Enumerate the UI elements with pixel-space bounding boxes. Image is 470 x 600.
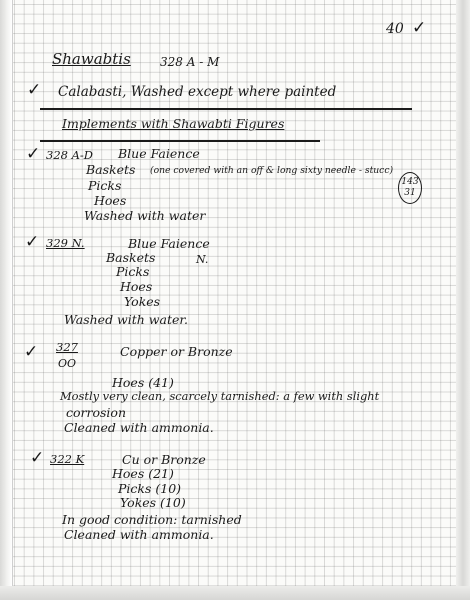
entry-line: Washed with water <box>84 208 206 223</box>
entry-line: Cleaned with ammonia. <box>64 420 214 435</box>
entry-line: In good condition: tarnished <box>62 512 242 527</box>
check-mark: ✓ <box>27 80 42 100</box>
entry-line: (one covered with an off & long sixty needle - stucc) <box>150 165 394 176</box>
entry-line: Baskets <box>106 250 156 265</box>
page-check-mark: ✓ <box>412 18 427 38</box>
entry-line: Picks <box>116 264 150 279</box>
entry-material: Copper or Bronze <box>120 344 233 359</box>
entry-line: Mostly very clean, scarcely tarnished: a few with slight <box>60 389 380 403</box>
page-edge-bottom <box>0 586 470 600</box>
entry-line: Yokes <box>124 294 161 309</box>
margin-number: 31 <box>404 188 416 198</box>
entry-line: Picks <box>88 178 122 193</box>
margin-circle <box>398 172 422 204</box>
entry-number: 328 A-D <box>46 148 94 162</box>
check-mark: ✓ <box>30 448 45 468</box>
calabasti-note: Calabasti, Washed except where painted <box>58 84 337 100</box>
entry-number: 322 K <box>50 452 85 466</box>
title-reference: 328 A - M <box>160 55 220 69</box>
entry-material: Cu or Bronze <box>122 452 206 467</box>
page-number: 40 <box>386 21 404 37</box>
entry-material: Blue Faience <box>118 146 200 161</box>
entry-line: Hoes (21) <box>112 466 174 481</box>
page-edge-right <box>456 0 470 600</box>
notebook-binding <box>0 0 13 600</box>
entry-line: N. <box>196 253 209 266</box>
entry-sub-number: OO <box>58 357 77 370</box>
margin-number: 143 <box>401 177 419 187</box>
check-mark: ✓ <box>24 342 39 362</box>
entry-line: Hoes <box>94 193 127 208</box>
entry-line: Washed with water. <box>64 312 188 327</box>
entry-line: Hoes <box>120 279 153 294</box>
entry-material: Blue Faience <box>128 236 210 251</box>
entry-line: corrosion <box>66 405 126 420</box>
entry-line: Yokes (10) <box>120 495 186 510</box>
check-mark: ✓ <box>26 144 41 164</box>
entry-line: Baskets <box>86 162 136 177</box>
entry-line: Cleaned with ammonia. <box>64 527 214 542</box>
section-divider <box>40 108 412 110</box>
heading-divider <box>40 140 320 142</box>
entry-line: Picks (10) <box>118 481 182 496</box>
check-mark: ✓ <box>25 232 40 252</box>
implements-heading: Implements with Shawabti Figures <box>62 116 285 131</box>
entry-number: 329 N. <box>46 236 85 250</box>
entry-number: 327 <box>56 340 78 354</box>
entry-line: Hoes (41) <box>112 375 174 390</box>
page-title: Shawabtis <box>52 50 131 68</box>
